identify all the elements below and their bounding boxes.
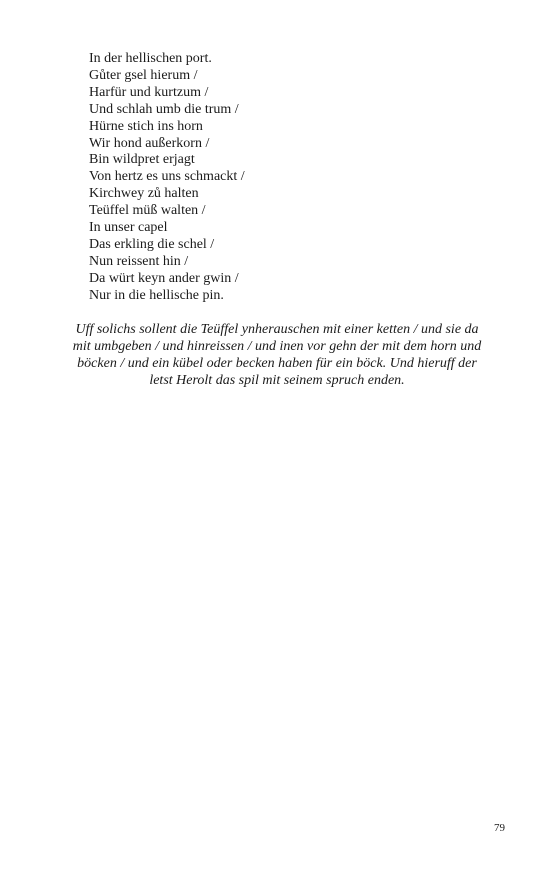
verse-block bbox=[89, 51, 245, 305]
verse-line: Gůter gsel hierum / bbox=[89, 67, 198, 83]
verse-line: Von hertz es uns schmackt / bbox=[89, 169, 245, 185]
verse-line: Nun reissent hin / bbox=[89, 253, 189, 269]
verse-line: Bin wildpret erjagt bbox=[89, 152, 195, 168]
verse-line: Harfür und kurtzum / bbox=[89, 84, 209, 100]
verse-line: In der hellischen port. bbox=[89, 51, 212, 66]
verse-line: Da würt keyn ander gwin / bbox=[89, 270, 239, 286]
stage-direction: Uff solichs sollent die Teüffel ynherauschen mit einer ketten / und sie da mit umbgeben / und hinreissen / und inen vor gehn der mit dem horn und böcken / und ein kübel oder becken haben für ein böck. Und hieruff der letst Herolt das spil mit seinem spruch enden. bbox=[72, 322, 482, 388]
verse-line: Teüffel müß walten / bbox=[89, 203, 206, 219]
verse-line: Wir hond außerkorn / bbox=[89, 135, 210, 151]
verse-line: Hürne stich ins horn bbox=[89, 118, 203, 134]
verse-line: Und schlah umb die trum / bbox=[89, 101, 239, 117]
verse-line: Kirchwey zů halten bbox=[89, 186, 199, 202]
verse-line: Nur in die hellische pin. bbox=[89, 287, 224, 303]
verse-line: In unser capel bbox=[89, 220, 168, 236]
page-number: 79 bbox=[494, 822, 505, 834]
verse-line: Das erkling die schel / bbox=[89, 236, 215, 252]
